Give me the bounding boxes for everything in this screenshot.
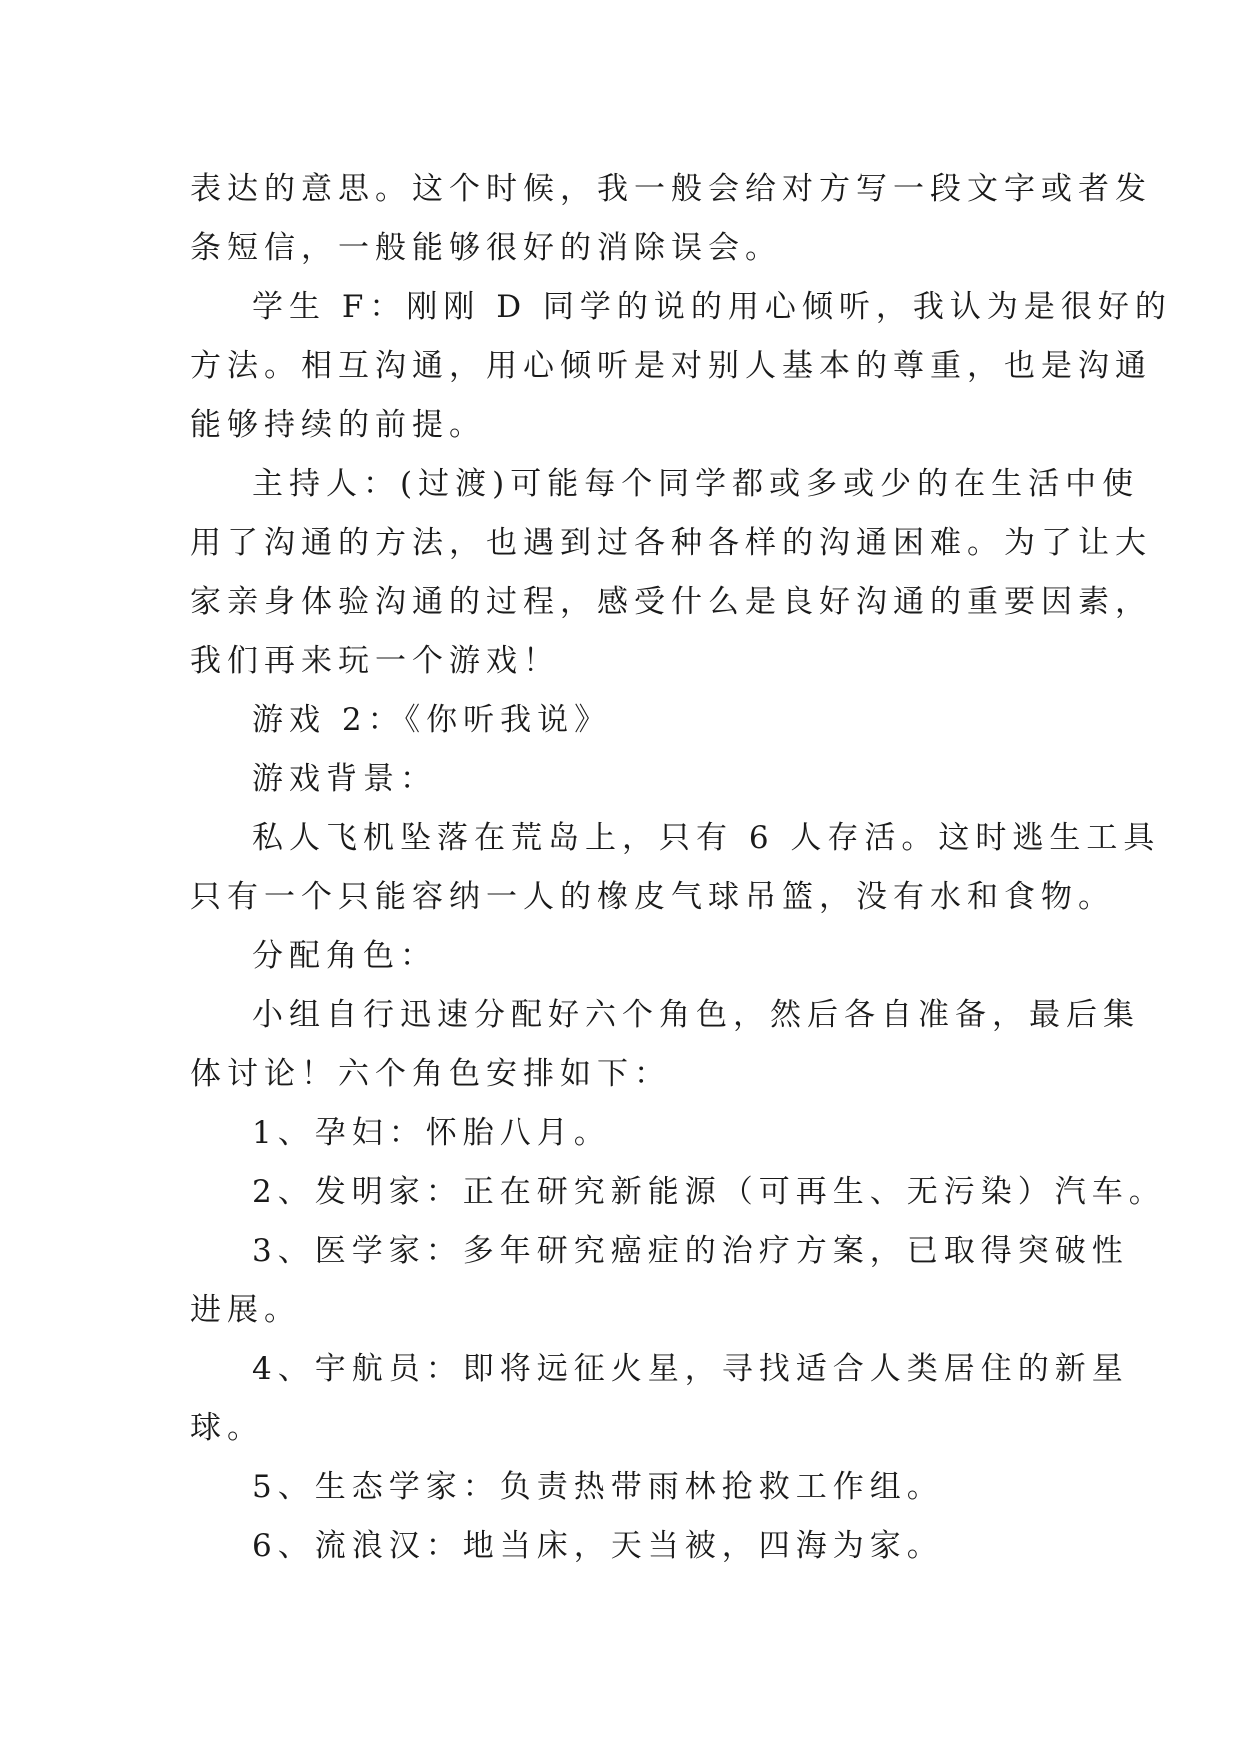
text-line: 分配角色： [252, 938, 437, 974]
text-line: 5、生态学家：负责热带雨林抢救工作组。 [252, 1469, 944, 1505]
paragraph [190, 1340, 1129, 1458]
paragraph [190, 1458, 1070, 1517]
text-line: 6、流浪汉：地当床，天当被，四海为家。 [252, 1528, 944, 1564]
text-line: 2、发明家：正在研究新能源（可再生、无污染）汽车。 [252, 1174, 1166, 1210]
paragraph [190, 809, 1161, 927]
text-line: 主持人：(过渡)可能每个同学都或多或少的在生活中使 [252, 466, 1140, 502]
paragraph [190, 691, 1070, 750]
paragraph [190, 160, 1152, 278]
paragraph [190, 1163, 1166, 1222]
paragraph [190, 1222, 1129, 1340]
text-line: 我们再来玩一个游戏！ [190, 643, 560, 679]
text-line: 游戏 2：《你听我说》 [252, 702, 612, 738]
text-line: 私人飞机坠落在荒岛上，只有 6 人存活。这时逃生工具 [252, 820, 1161, 856]
paragraph [190, 927, 1070, 986]
text-line: 小组自行迅速分配好六个角色，然后各自准备，最后集 [252, 997, 1140, 1033]
text-line: 3、医学家：多年研究癌症的治疗方案，已取得突破性 [252, 1233, 1129, 1269]
text-line: 家亲身体验沟通的过程，感受什么是良好沟通的重要因素， [190, 584, 1152, 620]
paragraph [190, 1517, 1070, 1576]
text-line: 体讨论！六个角色安排如下： [190, 1056, 671, 1092]
text-line: 只有一个只能容纳一人的橡皮气球吊篮，没有水和食物。 [190, 879, 1115, 915]
text-line: 学生 F：刚刚 D 同学的说的用心倾听，我认为是很好的 [252, 289, 1172, 325]
paragraph [190, 278, 1172, 455]
text-line: 表达的意思。这个时候，我一般会给对方写一段文字或者发 [190, 171, 1152, 207]
document-body [190, 160, 1172, 1576]
paragraph [190, 750, 1070, 809]
text-line: 4、宇航员：即将远征火星，寻找适合人类居住的新星 [252, 1351, 1129, 1387]
paragraph [190, 1104, 1070, 1163]
text-line: 用了沟通的方法，也遇到过各种各样的沟通困难。为了让大 [190, 525, 1152, 561]
text-line: 条短信，一般能够很好的消除误会。 [190, 230, 782, 266]
paragraph [190, 455, 1152, 691]
paragraph [190, 986, 1140, 1104]
text-line: 方法。相互沟通，用心倾听是对别人基本的尊重，也是沟通 [190, 348, 1152, 384]
text-line: 游戏背景： [252, 761, 437, 797]
text-line: 球。 [190, 1410, 264, 1446]
text-line: 进展。 [190, 1292, 301, 1328]
text-line: 1、孕妇：怀胎八月。 [252, 1115, 611, 1151]
text-line: 能够持续的前提。 [190, 407, 486, 443]
